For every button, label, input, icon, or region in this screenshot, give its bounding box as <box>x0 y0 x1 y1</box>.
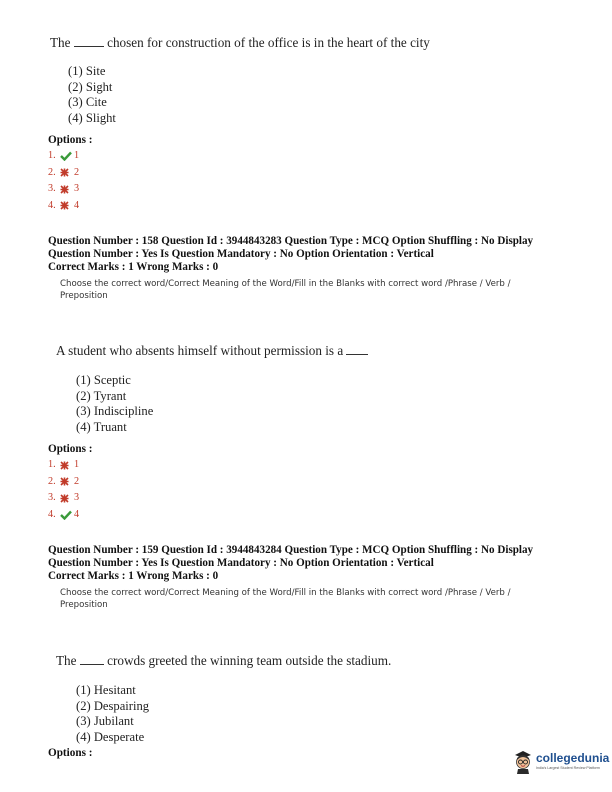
blank-line <box>74 36 104 47</box>
question-meta: Question Number : 158 Question Id : 3944843283 Question Type : MCQ Option Shuffling : No Display Question Number : Yes Is Question Mandatory : No Option Orientation : Vertical Correct Marks : 1 Wrong Marks : 0 <box>48 235 534 274</box>
answer-item: 2. 2 <box>48 475 80 487</box>
blank-line <box>80 654 104 665</box>
mascot-icon <box>512 748 534 774</box>
option-item: (3) Cite <box>68 95 107 109</box>
blank-line <box>346 344 368 355</box>
option-item: (2) Despairing <box>76 698 150 713</box>
option-item: (2) Tyrant <box>76 388 127 403</box>
options-label: Options : <box>48 443 93 455</box>
cross-icon <box>60 477 73 486</box>
question-meta: Question Number : 159 Question Id : 3944843284 Question Type : MCQ Option Shuffling : No Display Question Number : Yes Is Question Mandatory : No Option Orientation : Vertical Correct Marks : 1 Wrong Marks : 0 <box>48 544 534 583</box>
question-text: The chosen for construction of the office is in the heart of the city <box>50 35 430 50</box>
answer-item: 1. 1 <box>48 150 80 161</box>
answer-item: 3. 3 <box>48 183 80 194</box>
answer-item: 4. 4 <box>48 508 80 520</box>
cross-icon <box>60 168 73 177</box>
option-list <box>68 64 116 126</box>
answer-item: 2. 2 <box>48 166 80 178</box>
check-icon <box>60 151 73 161</box>
answer-item: 4. 4 <box>48 199 80 211</box>
option-item: (4) Desperate <box>76 729 145 744</box>
cross-icon <box>60 494 73 503</box>
option-list <box>76 683 149 745</box>
answer-list <box>48 148 79 214</box>
answer-list <box>48 457 79 523</box>
answer-item: 1. 1 <box>48 459 80 470</box>
option-item: (4) Slight <box>68 110 116 125</box>
option-item: (3) Indiscipline <box>76 404 154 418</box>
option-item: (4) Truant <box>76 419 127 434</box>
answer-item: 3. 3 <box>48 492 80 503</box>
check-icon <box>60 510 73 520</box>
cross-icon <box>60 185 73 194</box>
options-label: Options : <box>48 134 93 146</box>
cross-icon <box>60 201 73 210</box>
options-label: Options : <box>48 747 93 759</box>
collegedunia-logo: collegedunia India's Largest Student Review Platform <box>512 748 609 774</box>
option-item: (1) Sceptic <box>76 373 131 387</box>
option-item: (1) Hesitant <box>76 683 136 697</box>
option-item: (3) Jubilant <box>76 714 134 728</box>
option-list <box>76 373 153 435</box>
option-item: (2) Sight <box>68 79 113 94</box>
question-instruction: Choose the correct word/Correct Meaning of the Word/Fill in the Blanks with correct word /Phrase / Verb / Preposition <box>60 588 511 610</box>
question-text: The crowds greeted the winning team outside the stadium. <box>56 653 392 668</box>
question-instruction: Choose the correct word/Correct Meaning of the Word/Fill in the Blanks with correct word /Phrase / Verb / Preposition <box>60 279 511 301</box>
cross-icon <box>60 461 73 470</box>
question-text: A student who absents himself without permission is a <box>56 343 368 359</box>
option-item: (1) Site <box>68 64 106 78</box>
